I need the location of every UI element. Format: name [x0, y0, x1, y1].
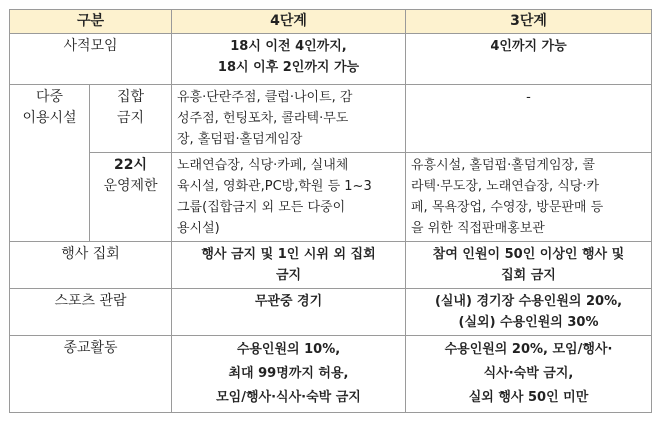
text-line: 이용시설	[22, 110, 77, 126]
text-line: (실내) 경기장 수용인원의 20%,	[434, 294, 623, 309]
text-line: 금지	[116, 110, 145, 126]
events-step3	[406, 242, 652, 289]
text-line: 노래연습장, 식당·카페, 실내체	[177, 158, 349, 173]
header-step4: 4단계	[172, 10, 406, 34]
religion-step3	[406, 336, 652, 413]
text-line: 참여 인원이 50인 이상인 행사 및	[432, 247, 625, 262]
text-line: 수용인원의 20%, 모임/행사·	[444, 342, 613, 357]
text-line: 수용인원의 10%,	[236, 342, 341, 357]
curfew-step4	[172, 153, 406, 242]
private-gathering-label: 사적모임	[10, 34, 172, 85]
row-religion	[10, 336, 652, 413]
private-gathering-step3	[406, 34, 652, 85]
text-line: 18시 이전 4인까지,	[230, 39, 347, 54]
text-line: (실외) 수용인원의 30%	[458, 315, 599, 330]
text-line: 실외 행사 50인 미만	[468, 390, 589, 405]
header-row	[10, 10, 652, 34]
text-line: -	[526, 90, 531, 105]
text-line: 장, 홀덤펍·홀덤게임장	[177, 132, 303, 147]
text-line: 운영제한	[103, 178, 158, 194]
row-events	[10, 242, 652, 289]
text-line: 유흥·단란주점, 클럽·나이트, 감	[177, 90, 353, 105]
facilities-label	[10, 85, 90, 242]
banned-label	[90, 85, 172, 153]
text-line: 육시설, 영화관,PC방,학원 등 1~3	[177, 179, 372, 194]
events-step4	[172, 242, 406, 289]
text-line: 페, 목욕장업, 수영장, 방문판매 등	[411, 200, 604, 215]
text-line: 라텍·무도장, 노래연습장, 식당·카	[411, 179, 600, 194]
banned-step3	[406, 85, 652, 153]
text-line: 용시설)	[177, 221, 220, 236]
distancing-rules-table	[9, 9, 652, 413]
text-line: 무관중 경기	[254, 294, 323, 309]
text-line: 행사 금지 및 1인 시위 외 집회	[201, 247, 376, 262]
sports-step4	[172, 289, 406, 336]
text-line: 모임/행사·식사·숙박 금지	[216, 390, 361, 405]
religion-step4	[172, 336, 406, 413]
text-line: 다중	[35, 89, 64, 105]
row-private-gathering	[10, 34, 652, 85]
events-label: 행사 집회	[10, 242, 172, 289]
text-line: 유흥시설, 홀덤펍·홀덤게임장, 콜	[411, 158, 595, 173]
row-facilities-banned	[10, 85, 652, 153]
text-line: 집합	[116, 89, 145, 105]
curfew-label	[90, 153, 172, 242]
text-line: 4인까지 가능	[490, 39, 567, 54]
row-sports	[10, 289, 652, 336]
text-line: 최대 99명까지 허용,	[228, 366, 349, 381]
text-line: 집회 금지	[501, 268, 556, 283]
text-line: 18시 이후 2인까지 가능	[217, 60, 360, 75]
curfew-step3	[406, 153, 652, 242]
row-facilities-curfew	[10, 153, 652, 242]
header-category: 구분	[10, 10, 172, 34]
text-line: 금지	[275, 268, 302, 283]
sports-step3	[406, 289, 652, 336]
text-line: 식사·숙박 금지,	[483, 366, 574, 381]
private-gathering-step4	[172, 34, 406, 85]
banned-step4	[172, 85, 406, 153]
sports-label: 스포츠 관람	[10, 289, 172, 336]
text-line: 성주점, 헌팅포차, 콜라텍·무도	[177, 111, 349, 126]
text-line: 그룹(집합금지 외 모든 다중이	[177, 200, 346, 215]
religion-label: 종교활동	[10, 336, 172, 413]
text-line: 을 위한 직접판매홍보관	[411, 221, 545, 236]
header-step3: 3단계	[406, 10, 652, 34]
text-line: 22시	[113, 157, 147, 173]
